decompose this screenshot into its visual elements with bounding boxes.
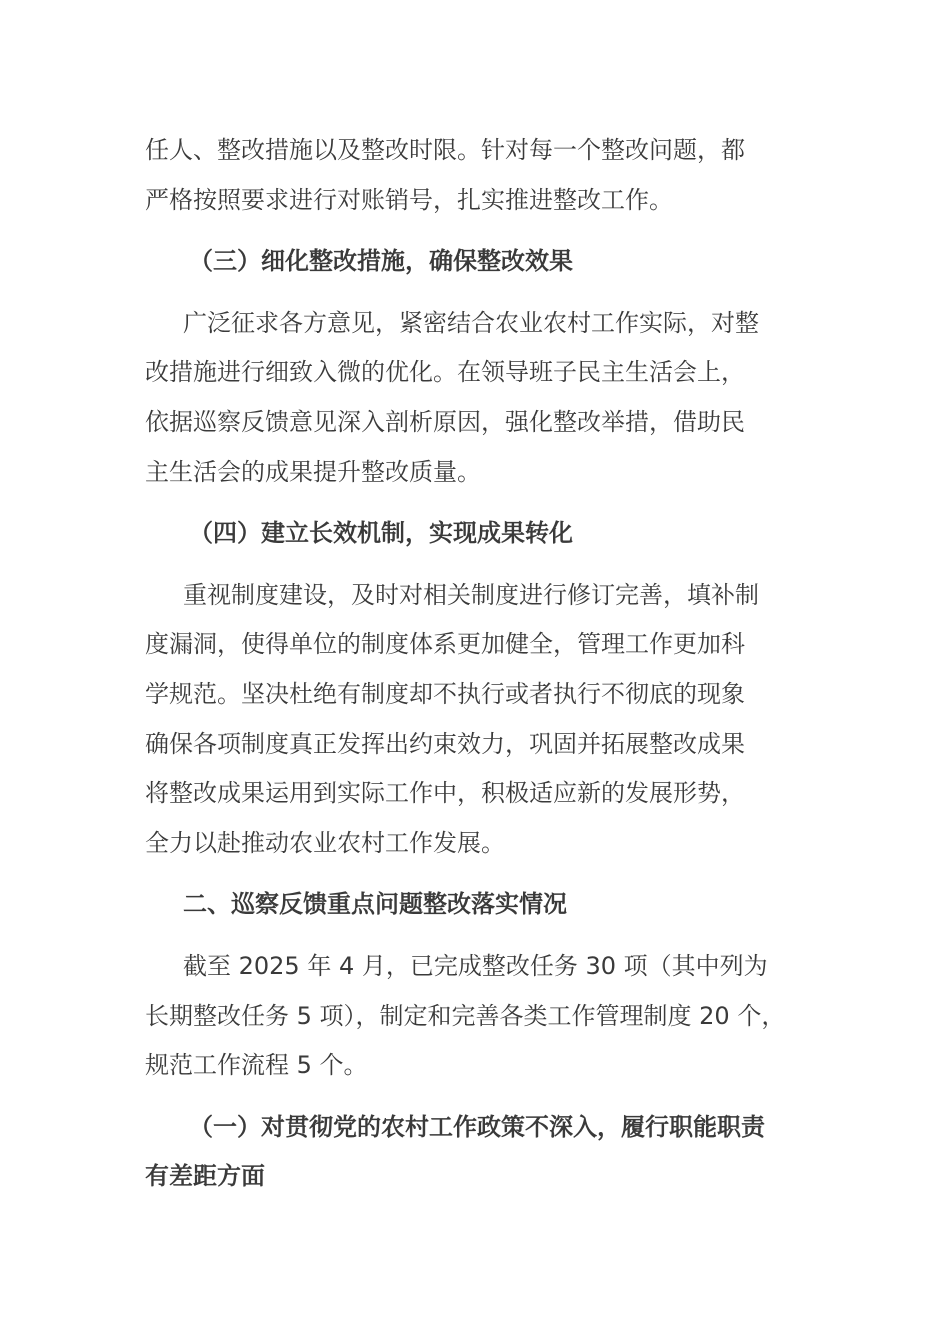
text-line: 重视制度建设，及时对相关制度进行修订完善，填补制 <box>183 580 759 609</box>
text-line: 全力以赴推动农业农村工作发展。 <box>145 828 505 857</box>
paragraph-long-term-mechanism <box>145 571 807 869</box>
text-line: 规范工作流程 5 个。 <box>145 1051 368 1080</box>
heading-text: 二、巡察反馈重点问题整改落实情况 <box>183 890 567 919</box>
section-heading-1 <box>145 1103 807 1202</box>
heading-text: （四）建立长效机制，实现成果转化 <box>189 519 573 548</box>
chapter-heading-2 <box>145 880 807 930</box>
section-heading-4 <box>145 509 807 559</box>
heading-text: （一）对贯彻党的农村工作政策不深入，履行职能职责 <box>189 1112 765 1141</box>
section-heading-3 <box>145 237 807 287</box>
text-line: 任人、整改措施以及整改时限。针对每一个整改问题，都 <box>145 136 745 164</box>
text-line: 广泛征求各方意见，紧密结合农业农村工作实际，对整 <box>183 308 759 337</box>
text-line: 学规范。坚决杜绝有制度却不执行或者执行不彻底的现象 <box>145 679 745 708</box>
text-line: 将整改成果运用到实际工作中，积极适应新的发展形势， <box>145 779 745 808</box>
text-line: 确保各项制度真正发挥出约束效力，巩固并拓展整改成果 <box>145 729 745 758</box>
text-line: 严格按照要求进行对账销号，扎实推进整改工作。 <box>145 185 673 214</box>
paragraph-progress-summary <box>145 942 807 1091</box>
text-line: 度漏洞，使得单位的制度体系更加健全，管理工作更加科 <box>145 630 745 659</box>
document-page <box>145 126 807 1202</box>
heading-text: （三）细化整改措施，确保整改效果 <box>189 247 573 276</box>
text-line: 截至 2025 年 4 月，已完成整改任务 30 项（其中列为 <box>183 951 768 980</box>
text-line: 依据巡察反馈意见深入剖析原因，强化整改举措，借助民 <box>145 407 745 436</box>
text-line: 改措施进行细致入微的优化。在领导班子民主生活会上， <box>145 358 745 387</box>
text-line: 长期整改任务 5 项），制定和完善各类工作管理制度 20 个， <box>145 1001 786 1030</box>
paragraph-continuation <box>145 126 807 225</box>
text-line: 主生活会的成果提升整改质量。 <box>145 457 481 486</box>
heading-text: 有差距方面 <box>145 1162 265 1191</box>
paragraph-refine-measures <box>145 299 807 497</box>
